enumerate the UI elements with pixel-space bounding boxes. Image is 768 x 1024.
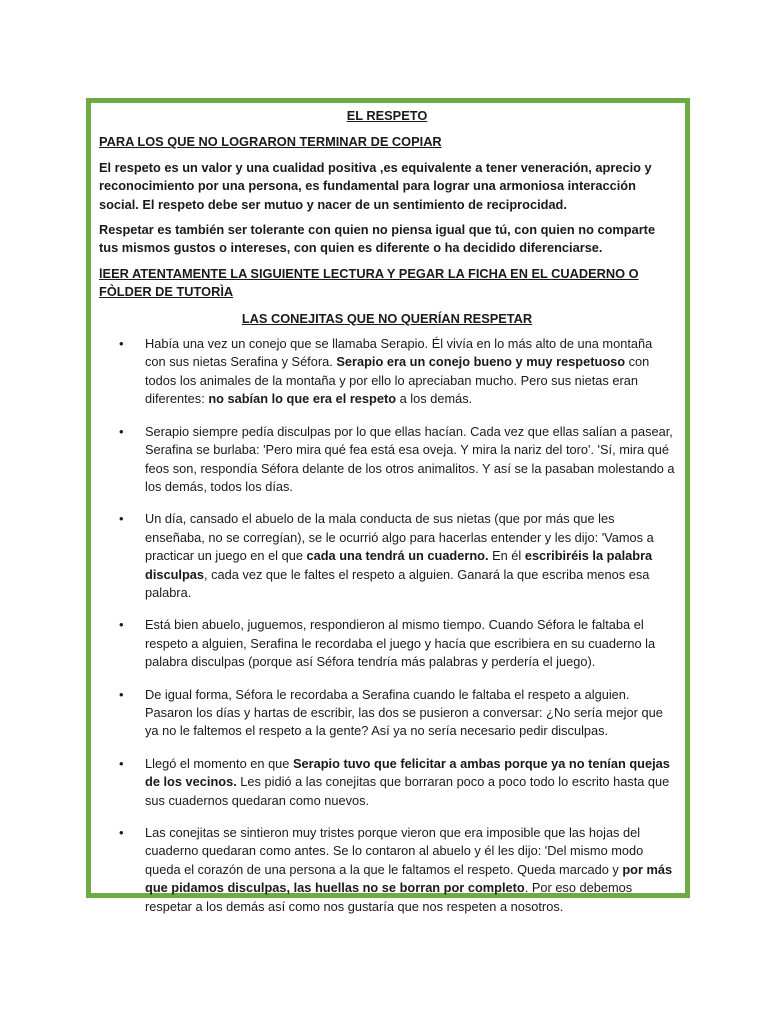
story-text: a los demás. [396,391,473,407]
intro-paragraph-1: El respeto es un valor y una cualidad positiva ,es equivalente a tener veneración, aprecio y reconocimiento por una persona, es fundamental para lograr una armoniosa interacción social. El respeto debe ser mutuo y nacer de un sentimiento de reciprocidad. [99,159,652,212]
list-item [99,423,675,497]
bullet-icon: • [119,511,124,527]
story-text: , cada vez que le faltes el respeto a alguien. Ganará la que escriba menos esa palabra. [145,566,650,600]
story-text: Está bien abuelo, juguemos, respondieron al mismo tiempo. Cuando Séfora le faltaba el respeto a alguien, Serafina le recordaba el juego y hacía que escribiera en su cuaderno la palabra disculpas (porque así Séfora tendría más palabras y perdería el juego). [145,617,656,670]
bullet-icon: • [119,617,124,633]
story-bold-text: cada una tendrá un cuaderno. [306,548,489,564]
story-bold-text: no sabían lo que era el respeto [208,391,397,407]
story-title: LAS CONEJITAS QUE NO QUERÍAN RESPETAR [241,310,533,326]
list-item [99,335,675,409]
story-bold-text: escribiréis la palabra disculpas [145,548,653,582]
story-text: . Por eso debemos respetar a los demás así como nos gustaría que nos respeten a nosotros. [145,880,633,914]
story-bold-text: Serapio era un conejo bueno y muy respetuoso [336,354,626,370]
instruction-heading: lEER ATENTAMENTE LA SIGUIENTE LECTURA Y PEGAR LA FICHA EN EL CUADERNO O FÒLDER DE TUTORÌA [99,265,639,300]
bullet-icon: • [119,825,124,840]
story-text: En él [488,548,525,564]
list-item [99,616,675,671]
story-text: Les pidió a las conejitas que borraran poco a poco todo lo escrito hasta que sus cuadernos quedaran como nuevos. [145,774,670,808]
story-text: Había una vez un conejo que se llamaba Serapio. Él vivía en lo más alto de una montaña con sus nietas Serafina y Séfora. [145,336,653,370]
list-item [99,686,675,741]
bullet-icon: • [119,755,124,771]
story-text: con todos los animales de la montaña y por ello lo apreciaban mucho. Pero sus nietas eran diferentes: [145,354,650,407]
intro-paragraph-2: Respetar es también ser tolerante con quien no piensa igual que tú, con quien no comparte tus mismos gustos o intereses, con quien es diferente o ha decidido diferenciarse. [99,222,656,256]
document-frame [86,98,690,914]
list-item [99,755,675,810]
bullet-icon: • [119,686,124,702]
story-list [99,335,675,916]
story-text: Llegó el momento en que [145,755,293,771]
bullet-icon: • [119,336,124,352]
story-text: Serapio siempre pedía disculpas por lo que ellas hacían. Cada vez que ellas salían a pasear, Serafina se burlaba: 'Pero mira qué fea está esa oveja. Y mira la nariz del toro'. 'Sí, mira qué feos son, respondía Séfora delante de los otros animalitos. Y así se la pasaban molestando a los demás, todos los días. [145,423,675,494]
story-bold-text: Serapio tuvo que felicitar a ambas porque ya no tenían quejas de los vecinos. [145,755,670,790]
story-bold-text: por más que pidamos disculpas, las huellas no se borran por completo [145,861,673,896]
story-text: De igual forma, Séfora le recordaba a Serafina cuando le faltaba el respeto a alguien. Pasaron los días y hartas de escribir, las dos se pusieron a conversar: ¿No sería mejor que ya no le faltemos el respeto a la gente? Así ya no sería necesario pedir disculpas. [145,686,663,739]
bullet-icon: • [119,423,124,439]
list-item [99,510,675,602]
document-title: EL RESPETO [346,108,428,123]
document-subtitle: PARA LOS QUE NO LOGRARON TERMINAR DE COPIAR [99,134,442,150]
list-item [99,824,675,916]
story-text: Las conejitas se sintieron muy tristes porque vieron que era imposible que las hojas del cuaderno quedaran como antes. Se lo contaron al abuelo y él les dijo: 'Del mismo modo queda el corazón de una persona a la que le faltamos el respeto. Queda marcado y [145,825,644,877]
story-text: Un día, cansado el abuelo de la mala conducta de sus nietas (que por más que les enseñaba, no se corregían), se le ocurrió algo para hacerlas entender y les dijo: 'Vamos a practicar un juego en el que [145,511,654,564]
